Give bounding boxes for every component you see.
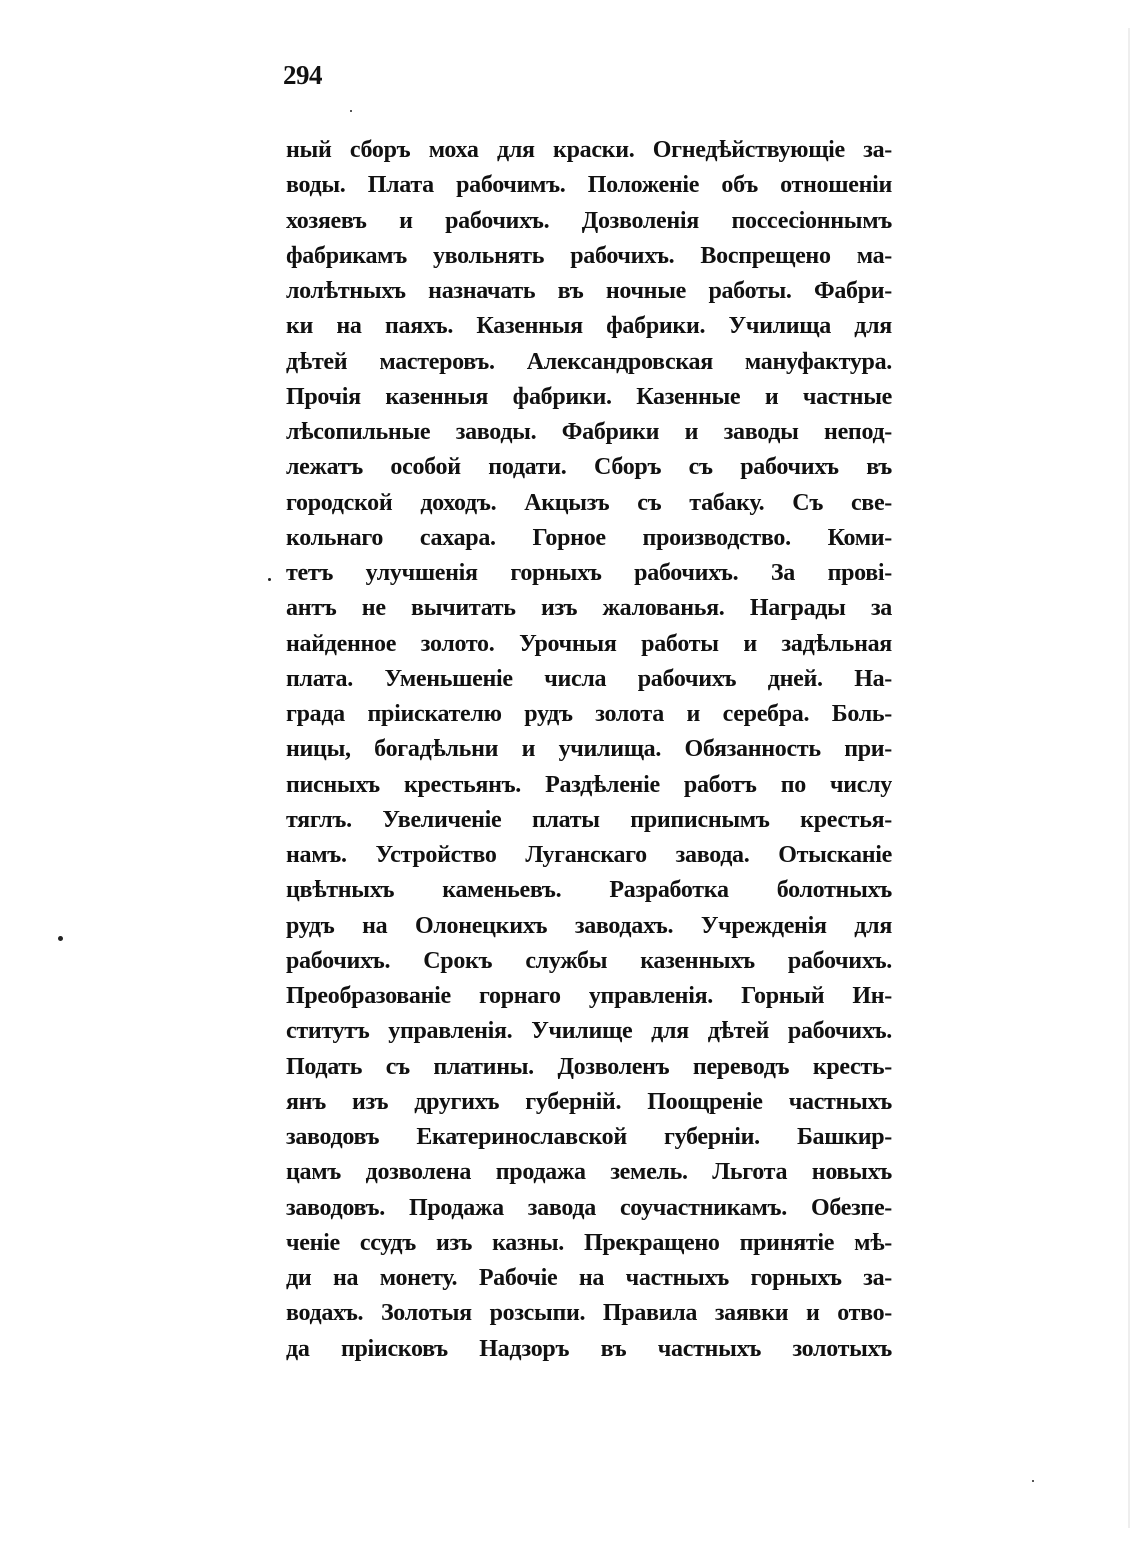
text-line: хозяевъ и рабочихъ. Дозволенія поссесіоннымъ — [286, 207, 892, 234]
text-line: намъ. Устройство Луганскаго завода. Отысканіе — [286, 842, 892, 868]
text-line: дѣтей мастеровъ. Александровская мануфактура. — [286, 348, 892, 375]
text-line: фабрикамъ увольнять рабочихъ. Воспрещено ма- — [286, 242, 892, 269]
text-line: писныхъ крестьянъ. Раздѣленіе работъ по числу — [286, 771, 892, 798]
scan-speck — [350, 110, 352, 112]
text-line: лолѣтныхъ назначать въ ночные работы. Фабри- — [286, 278, 892, 304]
text-line: ди на монету. Рабочіе на частныхъ горныхъ за- — [286, 1265, 892, 1291]
text-line: лѣсопильные заводы. Фабрики и заводы непод- — [286, 419, 892, 445]
scan-speck — [268, 578, 271, 581]
text-line: да прiисковъ Надзоръ въ частныхъ золотыхъ — [286, 1335, 892, 1362]
text-line: ницы, богадѣльни и училища. Обязанность при- — [286, 736, 892, 763]
scan-speck — [1032, 1480, 1034, 1482]
text-line: плата. Уменьшеніе числа рабочихъ дней. На- — [286, 665, 892, 692]
text-line: заводовъ. Продажа завода соучастникамъ. Обезпе- — [286, 1194, 892, 1221]
text-line: ный сборъ моха для краски. Огнедѣйствующіе за- — [286, 137, 892, 163]
text-line: ченіе ссудъ изъ казны. Прекращено принятіе мѣ- — [286, 1229, 892, 1256]
text-line: рудъ на Олонецкихъ заводахъ. Учрежденія для — [286, 912, 892, 939]
text-line: городской доходъ. Акцызъ съ табаку. Съ све- — [286, 489, 892, 516]
text-line: рабочихъ. Срокъ службы казенныхъ рабочихъ. — [286, 947, 892, 974]
text-line: ститутъ управленія. Училище для дѣтей рабочихъ. — [286, 1018, 892, 1045]
text-line: града прiискателю рудъ золота и серебра. Боль- — [286, 701, 892, 727]
table-of-contents-text — [286, 133, 892, 1367]
text-line: цвѣтныхъ каменьевъ. Разработка болотныхъ — [286, 877, 892, 904]
text-line: тетъ улучшенія горныхъ рабочихъ. За провi- — [286, 560, 892, 586]
text-line: янъ изъ другихъ губерній. Поощреніе частныхъ — [286, 1088, 892, 1115]
text-line: Прочія казенныя фабрики. Казенные и частные — [286, 383, 892, 410]
text-line: заводовъ Екатеринославской губерніи. Башкир- — [286, 1124, 892, 1150]
text-line: Преобразованіе горнаго управленія. Горный Ин- — [286, 983, 892, 1009]
page-edge-shadow — [1128, 28, 1130, 1528]
text-line: Подать съ платины. Дозволенъ переводъ кресть- — [286, 1053, 892, 1080]
text-line: антъ не вычитать изъ жалованья. Награды за — [286, 595, 892, 622]
text-line: ки на паяхъ. Казенныя фабрики. Училища для — [286, 313, 892, 340]
text-line: найденное золото. Урочныя работы и задѣльная — [286, 630, 892, 657]
text-line: тяглъ. Увеличеніе платы приписнымъ крестья- — [286, 806, 892, 833]
scan-speck — [58, 936, 63, 941]
text-line: кольнаго сахара. Горное производство. Коми- — [286, 524, 892, 551]
text-line: водахъ. Золотыя розсыпи. Правила заявки и отво- — [286, 1300, 892, 1327]
text-line: воды. Плата рабочимъ. Положеніе объ отношеніи — [286, 172, 892, 199]
text-line: лежатъ особой подати. Сборъ съ рабочихъ въ — [286, 454, 892, 481]
page-number: 294 — [283, 60, 322, 90]
text-line: цамъ дозволена продажа земель. Льгота новыхъ — [286, 1159, 892, 1186]
